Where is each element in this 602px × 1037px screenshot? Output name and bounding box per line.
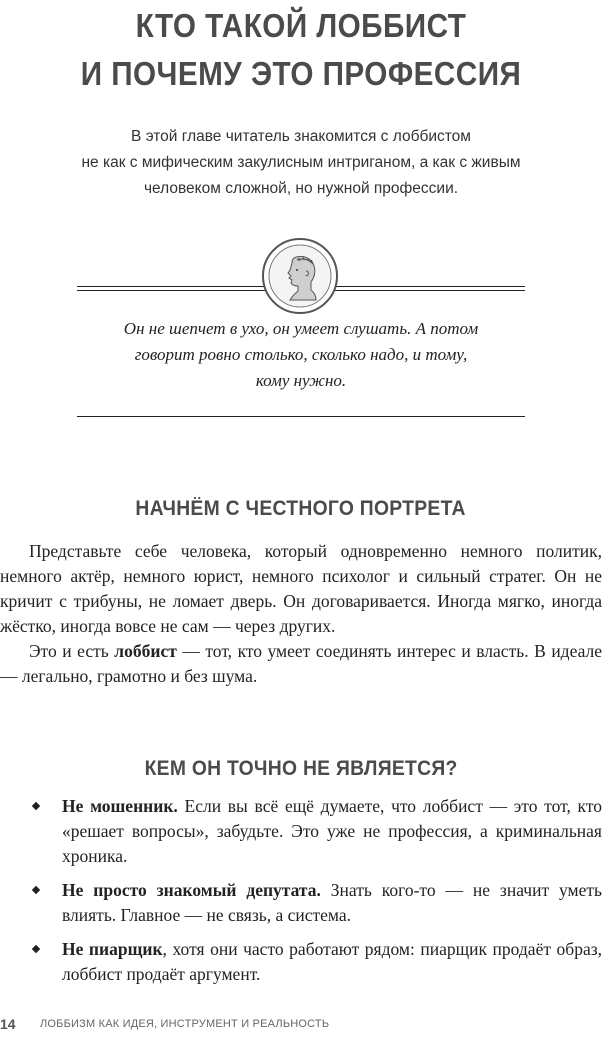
intro-line1: В этой главе читатель знакомится с лоббистом [131,128,471,145]
diamond-bullet-icon [32,886,40,894]
section-heading-portrait [0,497,602,521]
list-item-lead: Не мошенник. [62,796,178,816]
chapter-title-line2: И ПОЧЕМУ ЭТО ПРОФЕССИЯ [80,55,522,92]
chapter-title [0,2,602,98]
not-list [0,794,602,996]
diamond-bullet-icon [32,802,40,810]
list-item [0,878,602,928]
epigraph [77,316,525,394]
roman-profile-coin-icon [262,238,338,314]
list-item-text: , хотя они часто работают рядом: пиарщик продаёт образ, лоббист продаёт аргумент. [62,939,602,984]
chapter-title-line1: КТО ТАКОЙ ЛОББИСТ [135,7,467,44]
section-body-portrait [0,539,602,689]
section-heading-not-is-text: КЕМ ОН ТОЧНО НЕ ЯВЛЯЕТСЯ? [144,757,458,780]
epigraph-line2: говорит ровно столько, сколько надо, и тому, [134,345,468,364]
list-item-lead: Не просто знакомый депутата. [62,880,321,900]
epigraph-line1: Он не шепчет в ухо, он умеет слушать. А потом [123,319,479,338]
chapter-intro [20,124,582,202]
paragraph-definition [0,639,602,689]
definition-rest: — тот, кто умеет соединять интерес и власть. В идеале — легально, грамотно и без шума. [0,641,602,686]
running-title: ЛОББИЗМ КАК ИДЕЯ, ИНСТРУМЕНТ И РЕАЛЬНОСТЬ [40,1018,330,1030]
section-heading-portrait-text: НАЧНЁМ С ЧЕСТНОГО ПОРТРЕТА [135,497,467,520]
intro-line2: не как с мифическим закулисным интриганом, а как с живым [81,154,521,171]
definition-lead: Это и есть [29,641,115,661]
page-number: 14 [0,1016,16,1032]
intro-line3: человеком сложной, но нужной профессии. [143,180,459,197]
list-item-text: Знать кого-то — не значит уметь влиять. Главное — не связь, а система. [62,880,602,925]
list-item [0,794,602,869]
epigraph-bottom-rule [77,416,525,417]
paragraph-portrait: Представьте себе человека, который одновременно немного политик, немного актёр, немного юрист, немного психолог и сильный стратег. Он не кричит с трибуны, не ломает дверь. Он договаривается. Иногда мягко, иногда жёстко, иногда вовсе не сам — через других. [0,541,602,636]
definition-term: лоббист [114,641,177,661]
list-item-text: Если вы всё ещё думаете, что лоббист — это тот, кто «решает вопросы», забудьте. Это уже не профессия, а криминальная хроника. [62,796,602,866]
list-item-lead: Не пиарщик [62,939,163,959]
list-item [0,937,602,987]
epigraph-line3: кому нужно. [255,371,347,390]
section-heading-not-is [0,757,602,781]
diamond-bullet-icon [32,945,40,953]
